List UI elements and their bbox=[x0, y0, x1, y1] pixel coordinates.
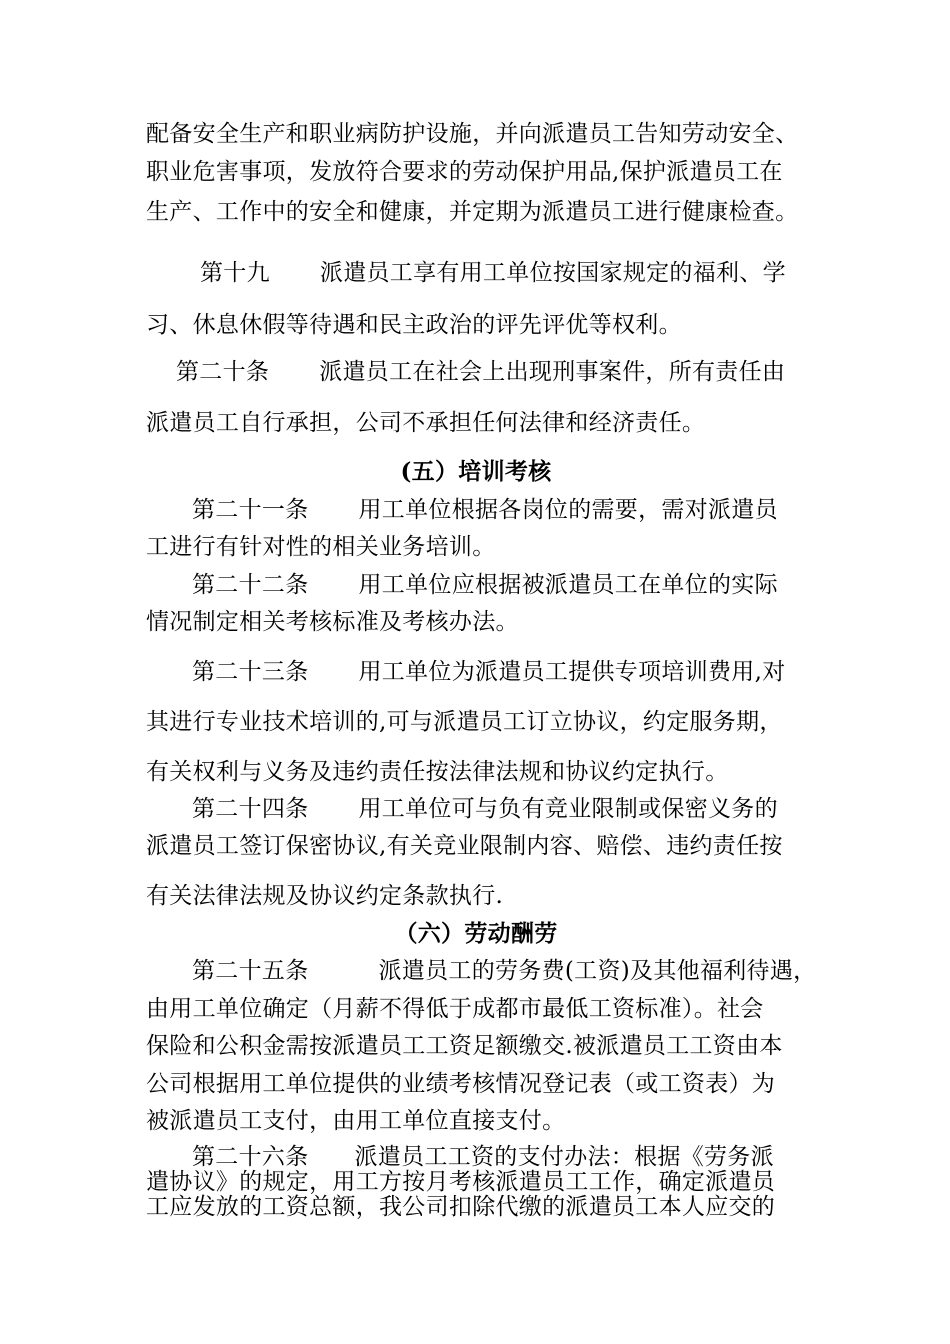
article-text: 派遣员工享有用工单位按国家规定的福利、学 bbox=[319, 260, 786, 286]
article-text: 用工单位根据各岗位的需要，需对派遣员 bbox=[358, 497, 778, 523]
paragraph-line: 其进行专业技术培训的,可与派遣员工订立协议，约定服务期， bbox=[146, 709, 783, 735]
article-label: 第二十条 bbox=[176, 359, 270, 385]
article-text: 用工单位应根据被派遣员工在单位的实际 bbox=[358, 572, 778, 598]
paragraph-line: 遣协议》的规定，用工方按月考核派遣员工工作，确定派遣员 bbox=[146, 1169, 776, 1195]
article-text: 派遣员工在社会上出现刑事案件，所有责任由 bbox=[319, 359, 786, 385]
paragraph-line: 生产、工作中的安全和健康，并定期为派遣员工进行健康检查。 bbox=[146, 199, 799, 225]
paragraph-line: 职业危害事项，发放符合要求的劳动保护用品,保护派遣员工在 bbox=[146, 159, 783, 185]
paragraph-line: 配备安全生产和职业病防护设施，并向派遣员工告知劳动安全、 bbox=[146, 121, 799, 147]
article-23-line bbox=[146, 656, 816, 688]
section-heading: (五）培训考核 bbox=[400, 458, 552, 485]
article-26-line bbox=[146, 1143, 816, 1171]
article-text: 派遣员工工资的支付办法：根据《劳务派 bbox=[354, 1144, 774, 1170]
paragraph-line: 由用工单位确定（月薪不得低于成都市最低工资标准）。社会 bbox=[146, 996, 764, 1022]
article-label: 第二十三条 bbox=[192, 659, 309, 685]
article-19-line bbox=[146, 257, 816, 289]
article-25-line bbox=[146, 955, 816, 987]
paragraph-line: 被派遣员工支付，由用工单位直接支付。 bbox=[146, 1108, 566, 1134]
article-21-line bbox=[146, 494, 816, 526]
article-20-line bbox=[146, 356, 816, 388]
paragraph-line: 情况制定相关考核标准及考核办法。 bbox=[146, 609, 519, 635]
paragraph-line: 公司根据用工单位提供的业绩考核情况登记表（或工资表）为 bbox=[146, 1071, 776, 1097]
section-heading: （六）劳动酬劳 bbox=[394, 920, 558, 947]
article-label: 第十九 bbox=[200, 260, 270, 286]
paragraph-line: 有关法律法规及协议约定条款执行. bbox=[146, 883, 504, 909]
article-text: 用工单位可与负有竞业限制或保密义务的 bbox=[358, 796, 778, 822]
article-text: 派遣员工的劳务费(工资)及其他福利待遇， bbox=[378, 958, 817, 984]
paragraph-line: 派遣员工自行承担，公司不承担任何法律和经济责任。 bbox=[146, 410, 706, 436]
paragraph-line: 派遣员工签订保密协议,有关竞业限制内容、赔偿、违约责任按 bbox=[146, 833, 783, 859]
article-label: 第二十四条 bbox=[192, 796, 309, 822]
paragraph-line: 工应发放的工资总额，我公司扣除代缴的派遣员工本人应交的 bbox=[146, 1194, 776, 1220]
article-label: 第二十一条 bbox=[192, 497, 309, 523]
article-label: 第二十六条 bbox=[192, 1144, 309, 1170]
article-22-line bbox=[146, 569, 816, 601]
article-24-line bbox=[146, 793, 816, 825]
paragraph-line: 工进行有针对性的相关业务培训。 bbox=[146, 534, 496, 560]
article-label: 第二十五条 bbox=[192, 958, 309, 984]
paragraph-line: 有关权利与义务及违约责任按法律法规和协议约定执行。 bbox=[146, 759, 729, 785]
paragraph-line: 保险和公积金需按派遣员工工资足额缴交.被派遣员工工资由本 bbox=[146, 1033, 783, 1059]
paragraph-line: 习、休息休假等待遇和民主政治的评先评优等权利。 bbox=[146, 312, 682, 338]
article-label: 第二十二条 bbox=[192, 572, 309, 598]
article-text: 用工单位为派遣员工提供专项培训费用,对 bbox=[358, 659, 786, 685]
